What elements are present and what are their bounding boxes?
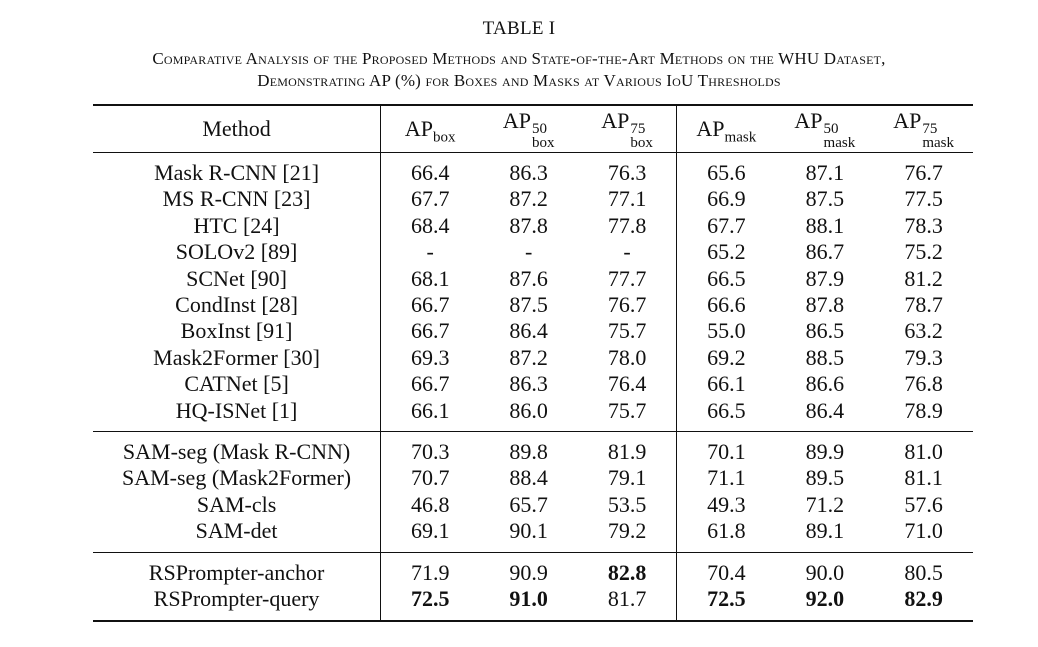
best-value: 72.5: [410, 586, 450, 612]
value-cell: [874, 586, 973, 612]
method-cell: BoxInst [91]: [93, 318, 381, 344]
header-row: [93, 106, 973, 153]
value-cell: 78.0: [578, 345, 677, 371]
table-caption: [0, 48, 1038, 92]
value-cell: 89.5: [805, 465, 845, 491]
value-cell: 75.7: [578, 398, 677, 424]
value-cell: 79.1: [578, 465, 677, 491]
value-cell: 66.5: [707, 265, 746, 291]
value-cell: 66.7: [410, 318, 450, 344]
table-row: [93, 266, 973, 292]
value-cell: 75.2: [904, 239, 943, 265]
value-cell: 66.1: [410, 397, 450, 423]
value-cell: 66.7: [410, 371, 450, 397]
value-cell: 86.4: [805, 397, 845, 423]
header-method: Method: [93, 106, 381, 153]
value-cell: 55.0: [707, 318, 746, 344]
header-ap-box: $AP_{box}$: [404, 115, 456, 146]
value-cell: 77.8: [578, 213, 677, 239]
value-cell: 81.7: [578, 586, 677, 612]
value-cell: 90.0: [805, 559, 845, 585]
value-cell: 87.2: [509, 344, 548, 370]
value-cell: 86.0: [509, 397, 548, 423]
value-cell: 86.3: [509, 160, 548, 185]
value-cell: 90.1: [509, 518, 548, 544]
value-cell: 68.1: [410, 265, 450, 291]
value-cell: 71.1: [707, 465, 746, 491]
value-cell: 87.2: [509, 186, 548, 212]
table-row: [93, 160, 973, 186]
value-cell: 80.5: [904, 559, 943, 585]
value-cell: 76.4: [578, 371, 677, 397]
table-row: [93, 560, 973, 586]
best-value: 82.9: [904, 586, 943, 612]
results-table: [93, 104, 973, 622]
header-ap75-mask: AP 75 mask: [893, 108, 954, 151]
method-cell: SAM-seg (Mask R-CNN): [93, 439, 381, 465]
value-cell: 81.0: [904, 439, 943, 465]
value-cell: 66.4: [410, 160, 450, 185]
value-cell: -: [426, 239, 434, 265]
value-cell: 77.5: [904, 186, 943, 212]
method-cell: CondInst [28]: [93, 292, 381, 318]
value-cell: 77.7: [578, 266, 677, 292]
table-row: [93, 586, 973, 612]
group-spacer: [93, 545, 973, 553]
value-cell: 86.7: [805, 239, 845, 265]
value-cell: 76.7: [904, 160, 943, 185]
header-ap50-box: AP 50 box: [502, 108, 555, 151]
method-cell: Mask2Former [30]: [93, 345, 381, 371]
value-cell: 86.5: [805, 318, 845, 344]
value-cell: 87.9: [805, 265, 845, 291]
value-cell: 70.3: [410, 439, 450, 465]
best-value: 92.0: [805, 586, 845, 612]
value-cell: 86.3: [509, 371, 548, 397]
method-cell: CATNet [5]: [93, 371, 381, 397]
method-cell: SAM-cls: [93, 492, 381, 518]
group-spacer: [93, 613, 973, 621]
value-cell: 87.8: [509, 212, 548, 238]
table-row: [93, 186, 973, 212]
value-cell: 65.7: [509, 491, 548, 517]
value-cell: 89.1: [805, 518, 845, 544]
value-cell: 46.8: [410, 491, 450, 517]
method-cell: SAM-det: [93, 518, 381, 544]
value-cell: 70.7: [410, 465, 450, 491]
value-cell: 79.3: [904, 344, 943, 370]
value-cell: 88.5: [805, 344, 845, 370]
value-cell: 66.1: [707, 371, 746, 397]
method-cell: SAM-seg (Mask2Former): [93, 465, 381, 491]
table-row: [93, 398, 973, 424]
method-cell: HQ-ISNet [1]: [93, 398, 381, 424]
value-cell: 69.1: [410, 518, 450, 544]
value-cell: 86.6: [805, 371, 845, 397]
value-cell: 67.7: [410, 186, 450, 212]
value-cell: 87.6: [509, 265, 548, 291]
value-cell: 63.2: [904, 318, 943, 344]
value-cell: [578, 560, 677, 586]
method-cell: HTC [24]: [93, 213, 381, 239]
value-cell: 53.5: [578, 492, 677, 518]
value-cell: 78.3: [904, 212, 943, 238]
bottom-rule: [93, 621, 973, 622]
value-cell: [677, 586, 776, 612]
value-cell: [479, 586, 578, 612]
value-cell: 65.2: [707, 239, 746, 265]
value-cell: 88.1: [805, 212, 845, 238]
table-caption-line-1: Comparative Analysis of the Proposed Methods and State-of-the-Art Methods on the WHU Dataset,: [152, 49, 886, 68]
best-value: 82.8: [607, 559, 647, 585]
header-ap50-mask: AP 50 mask: [794, 108, 856, 151]
value-cell: 76.7: [578, 292, 677, 318]
table-row: [93, 213, 973, 239]
method-cell: MS R-CNN [23]: [93, 186, 381, 212]
value-cell: [775, 586, 874, 612]
group-spacer: [93, 153, 973, 160]
method-cell: SOLOv2 [89]: [93, 239, 381, 265]
value-cell: 77.1: [578, 186, 677, 212]
value-cell: 57.6: [904, 491, 943, 517]
value-cell: 87.8: [805, 292, 845, 318]
group-spacer: [93, 553, 973, 560]
method-cell: SCNet [90]: [93, 266, 381, 292]
value-cell: 89.8: [509, 439, 548, 465]
value-cell: 86.4: [509, 318, 548, 344]
value-cell: 66.7: [410, 292, 450, 318]
value-cell: 88.4: [509, 465, 548, 491]
value-cell: -: [524, 239, 533, 265]
method-cell: Mask R-CNN [21]: [93, 160, 381, 186]
value-cell: 87.5: [509, 292, 548, 318]
table-row: [93, 492, 973, 518]
value-cell: 78.9: [904, 397, 943, 423]
table-label: TABLE I: [482, 18, 556, 39]
table-row: [93, 371, 973, 397]
table-row: [93, 239, 973, 265]
value-cell: 61.8: [707, 518, 746, 544]
best-value: 91.0: [509, 586, 548, 612]
value-cell: 76.3: [578, 160, 677, 186]
table-row: [93, 318, 973, 344]
value-cell: 76.8: [904, 371, 943, 397]
table-row: [93, 439, 973, 465]
method-cell: RSPrompter-query: [93, 586, 381, 612]
value-cell: 81.2: [904, 265, 943, 291]
value-cell: 75.7: [578, 318, 677, 344]
value-cell: 87.5: [805, 186, 845, 212]
value-cell: 66.6: [707, 292, 746, 318]
group-spacer: [93, 432, 973, 439]
header-ap-mask: $AP_{mask}$: [696, 115, 757, 146]
value-cell: 78.7: [904, 292, 943, 318]
value-cell: 71.0: [904, 518, 943, 544]
value-cell: 71.2: [805, 491, 845, 517]
value-cell: 69.3: [410, 344, 450, 370]
value-cell: -: [578, 239, 677, 265]
header-ap75-box: AP 75 box: [578, 106, 677, 153]
value-cell: 81.9: [578, 439, 677, 465]
table-row: [93, 345, 973, 371]
table-row: [93, 465, 973, 491]
value-cell: 49.3: [707, 491, 746, 517]
table-caption-line-2: Demonstrating AP (%) for Boxes and Masks at Various IoU Thresholds: [257, 71, 781, 90]
value-cell: 70.4: [707, 559, 746, 585]
value-cell: 70.1: [707, 439, 746, 465]
value-cell: 66.5: [707, 397, 746, 423]
value-cell: 79.2: [578, 518, 677, 544]
value-cell: 90.9: [509, 559, 548, 585]
value-cell: 89.9: [805, 439, 845, 465]
value-cell: 67.7: [707, 212, 746, 238]
value-cell: 81.1: [904, 465, 943, 491]
value-cell: 87.1: [805, 160, 845, 185]
value-cell: 66.9: [707, 186, 746, 212]
best-value: 72.5: [707, 586, 746, 612]
value-cell: 68.4: [410, 212, 450, 238]
method-cell: RSPrompter-anchor: [93, 560, 381, 586]
value-cell: 65.6: [707, 160, 746, 185]
table-row: [93, 292, 973, 318]
value-cell: 71.9: [410, 559, 450, 585]
group-spacer: [93, 424, 973, 432]
table-row: [93, 518, 973, 544]
value-cell: 69.2: [707, 344, 746, 370]
value-cell: [381, 586, 480, 612]
